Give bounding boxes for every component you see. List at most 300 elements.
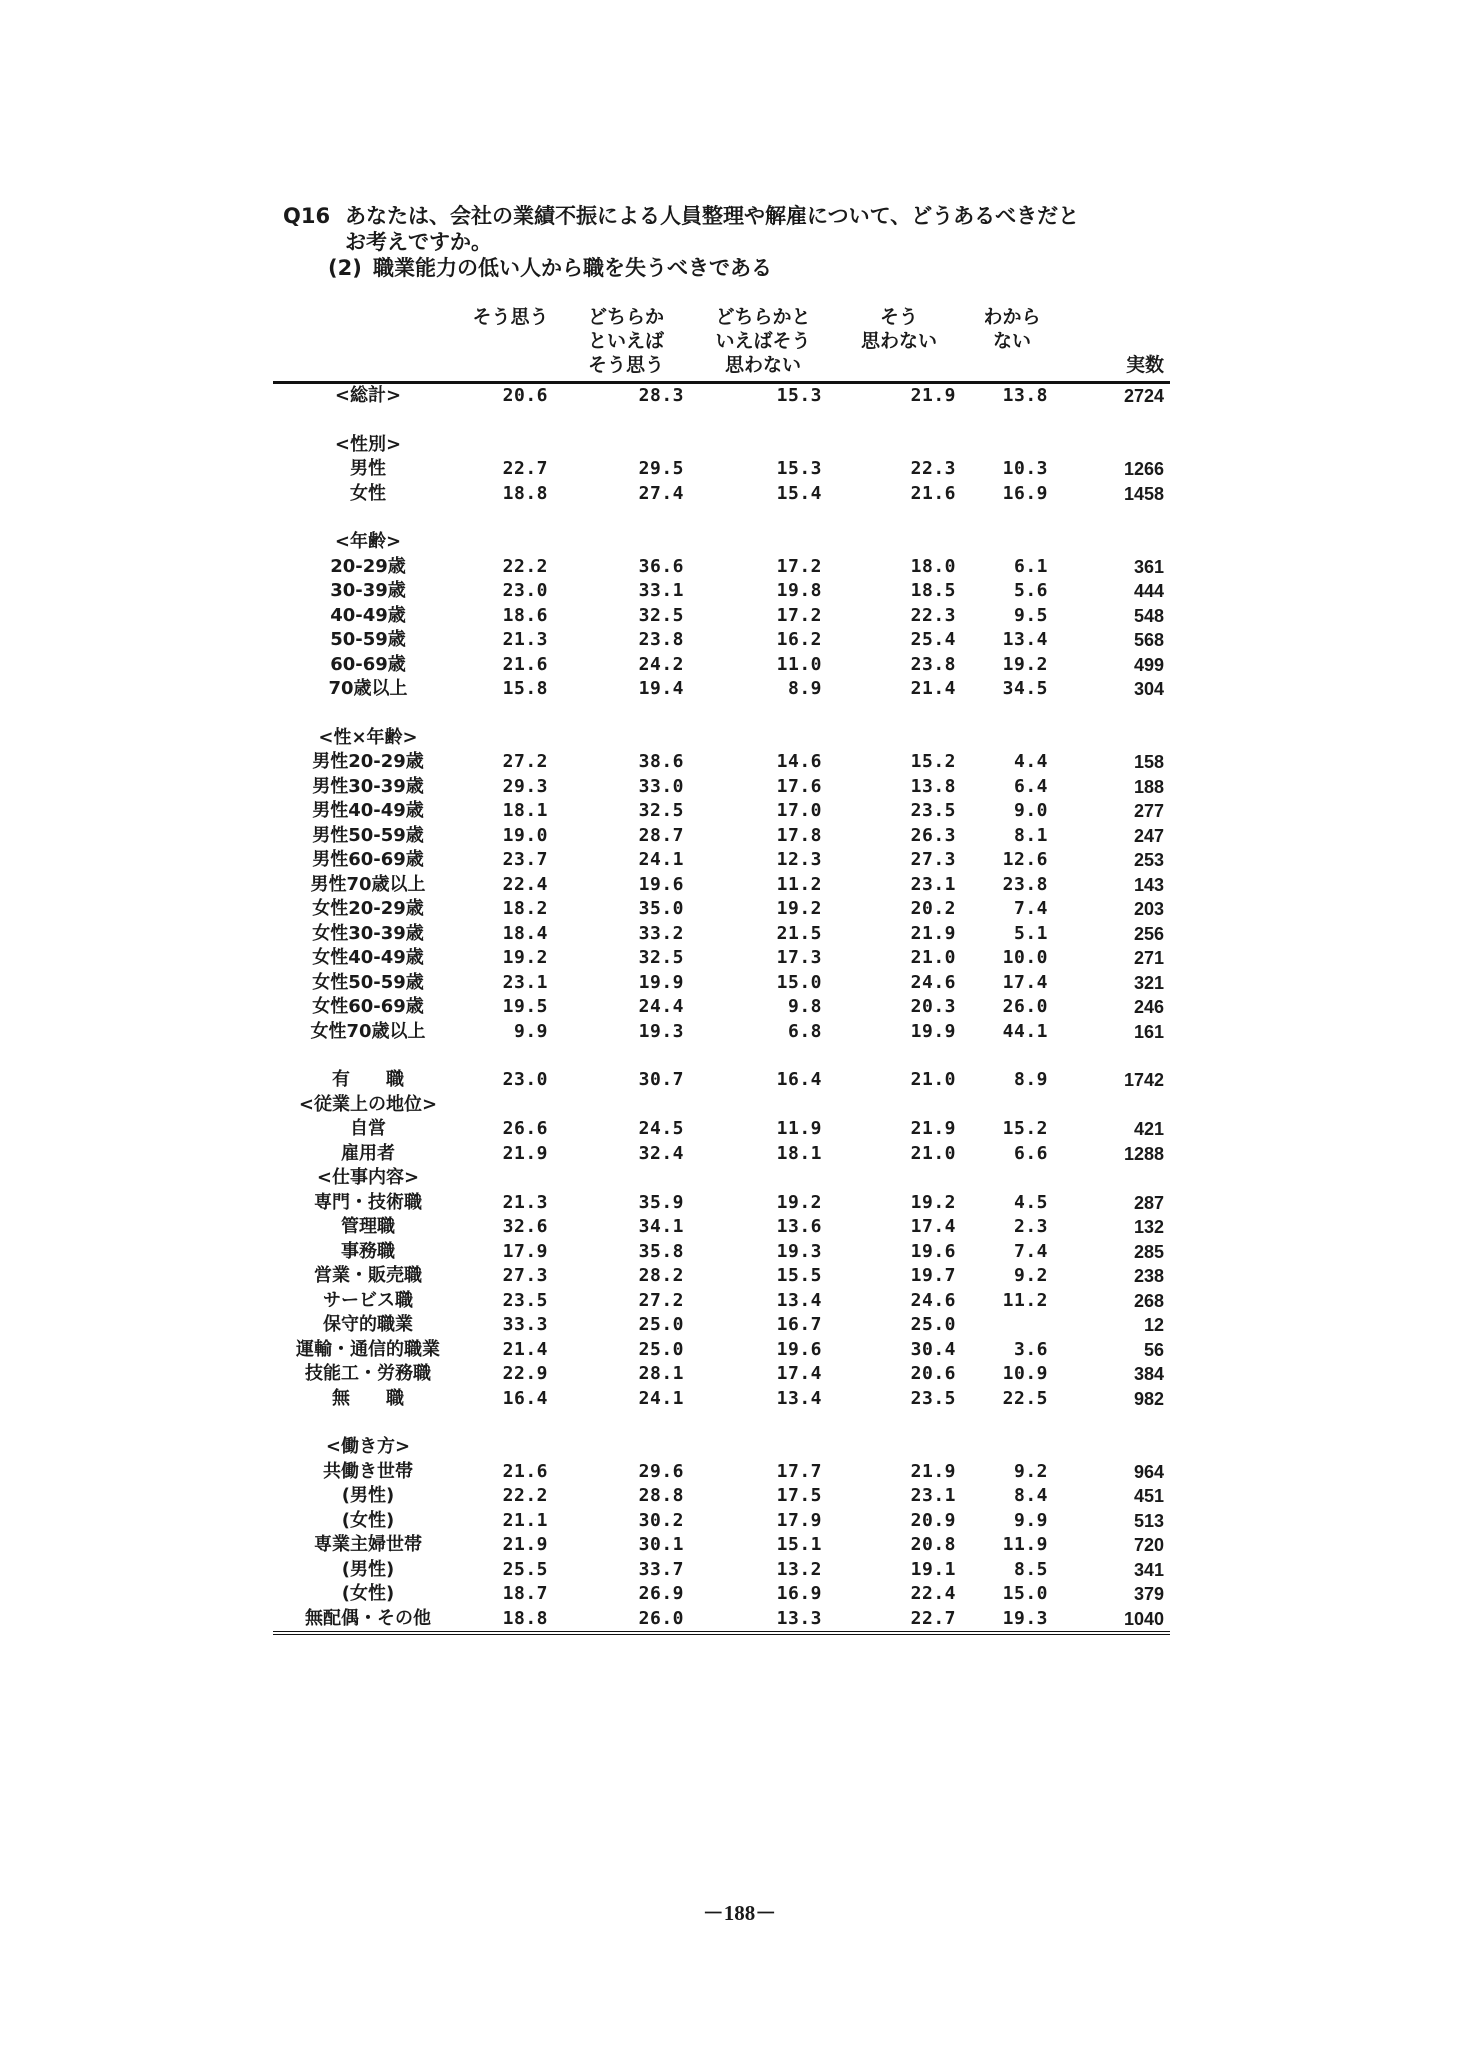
value-cell: 18.1 (502, 800, 548, 821)
table-row (273, 848, 1170, 873)
count-cell: 285 (1133, 1241, 1164, 1262)
table-row (273, 1289, 1170, 1314)
value-cell: 9.0 (1013, 800, 1048, 821)
value-cell: 19.3 (776, 1240, 822, 1262)
value-cell: 26.9 (638, 1583, 684, 1604)
value-cell: 23.0 (502, 1069, 548, 1090)
value-cell: 19.2 (910, 1191, 956, 1213)
count-cell: 1040 (1058, 1607, 1170, 1634)
value-cell: 28.8 (638, 1485, 684, 1506)
value-cell: 15.2 (1002, 1118, 1048, 1139)
value-cell: 22.4 (910, 1583, 956, 1604)
value-cell: 25.4 (910, 629, 956, 650)
value-cell: 22.7 (502, 458, 548, 479)
count-cell: 238 (1133, 1266, 1164, 1286)
value-cell: 33.7 (638, 1558, 684, 1580)
value-cell: 28.2 (638, 1265, 684, 1286)
value-cell: 12.6 (1002, 849, 1048, 870)
value-cell: 20.2 (910, 898, 956, 919)
value-cell: 13.8 (1002, 385, 1048, 406)
value-cell: 34.1 (638, 1216, 684, 1237)
value-cell: 15.4 (776, 482, 822, 504)
value-cell: 19.6 (776, 1338, 822, 1360)
value-cell: 23.8 (910, 653, 956, 675)
value-cell: 20.8 (910, 1534, 956, 1555)
row-label: 20-29歳 (330, 555, 406, 577)
table-row (273, 946, 1170, 971)
value-cell: 32.5 (638, 800, 684, 821)
value-cell: 24.6 (910, 1289, 956, 1311)
question-number: Q16 (283, 204, 331, 228)
spacer-row (273, 702, 1170, 726)
row-label: 女性40-49歳 (312, 947, 424, 968)
spacer-row (273, 506, 1170, 530)
count-cell: 268 (1133, 1290, 1164, 1311)
value-cell: 25.0 (638, 1314, 684, 1335)
value-cell: 8.9 (1013, 1069, 1048, 1090)
value-cell: 20.9 (910, 1509, 956, 1531)
value-cell (694, 530, 832, 555)
value-cell (832, 726, 966, 751)
count-cell: 1288 (1123, 1143, 1164, 1164)
value-cell (694, 726, 832, 751)
value-cell (832, 1435, 966, 1460)
value-cell: 21.3 (502, 1191, 548, 1213)
value-cell: 18.6 (502, 604, 548, 626)
value-cell: 19.6 (638, 873, 684, 895)
question-text-line2: お考えですか。 (345, 230, 492, 254)
value-cell: 19.0 (502, 824, 548, 846)
row-label: 技能工・労務職 (305, 1363, 431, 1384)
header-dont-know-l1: わから (983, 306, 1041, 328)
value-cell: 30.2 (638, 1509, 684, 1531)
table-row (273, 1117, 1170, 1142)
table-row (273, 995, 1170, 1020)
row-label: 女性50-59歳 (312, 971, 424, 993)
value-cell (558, 1166, 694, 1191)
row-label: 女性20-29歳 (312, 898, 424, 919)
value-cell: 18.7 (502, 1583, 548, 1604)
value-cell: 11.0 (776, 653, 822, 675)
value-cell: 28.3 (638, 385, 684, 406)
table-row (273, 1313, 1170, 1338)
value-cell: 17.8 (776, 824, 822, 846)
value-cell (966, 1093, 1058, 1118)
value-cell: 22.4 (502, 873, 548, 895)
value-cell: 17.9 (502, 1240, 548, 1262)
value-cell: 25.0 (910, 1314, 956, 1335)
value-cell: 33.1 (638, 580, 684, 601)
spacer-row (273, 1044, 1170, 1068)
value-cell: 8.5 (1013, 1558, 1048, 1580)
value-cell: 22.7 (832, 1607, 966, 1634)
results-table (273, 305, 1170, 1635)
count-cell: 247 (1133, 825, 1164, 846)
sub-question-text: 職業能力の低い人から職を失うべきである (373, 256, 772, 280)
value-cell: 23.1 (910, 873, 956, 895)
value-cell: 35.8 (638, 1240, 684, 1262)
count-cell: 304 (1133, 679, 1164, 699)
value-cell: 22.3 (910, 458, 956, 479)
question-block (283, 203, 1183, 281)
value-cell: 15.3 (776, 458, 822, 479)
value-cell: 23.5 (910, 1387, 956, 1409)
count-cell: 188 (1133, 776, 1164, 797)
table-row (273, 1215, 1170, 1240)
row-label: 女性60-69歳 (312, 996, 424, 1017)
value-cell: 29.6 (638, 1460, 684, 1482)
count-cell: 513 (1133, 1510, 1164, 1531)
table-row (273, 579, 1170, 604)
count-cell (1058, 433, 1170, 458)
value-cell: 13.3 (694, 1607, 832, 1634)
value-cell: 17.2 (776, 555, 822, 577)
value-cell: 19.1 (910, 1558, 956, 1580)
spacer-cell (273, 1044, 1170, 1068)
value-cell: 18.1 (776, 1142, 822, 1164)
row-label: (女性) (341, 1509, 395, 1531)
value-cell: 2.3 (1013, 1216, 1048, 1237)
value-cell: 32.5 (638, 604, 684, 626)
value-cell: 17.3 (776, 947, 822, 968)
row-label: 共働き世帯 (323, 1460, 413, 1482)
value-cell: 18.8 (463, 1607, 558, 1634)
header-count (1058, 305, 1170, 383)
sub-question-line (283, 255, 1183, 281)
value-cell: 7.4 (1013, 1240, 1048, 1262)
count-cell: 161 (1133, 1021, 1164, 1042)
value-cell (832, 1093, 966, 1118)
value-cell (832, 1166, 966, 1191)
spacer-cell (273, 409, 1170, 433)
value-cell: 32.5 (638, 947, 684, 968)
table-row (273, 1068, 1170, 1093)
row-label: 女性 (350, 482, 386, 504)
header-somewhat-disagree (694, 305, 832, 383)
value-cell: 15.0 (1002, 1583, 1048, 1604)
value-cell: 32.4 (638, 1142, 684, 1164)
count-cell: 720 (1133, 1535, 1164, 1555)
question-line-1 (283, 203, 1183, 229)
count-cell: 548 (1133, 605, 1164, 626)
value-cell: 14.6 (776, 751, 822, 772)
value-cell (558, 530, 694, 555)
value-cell: 17.9 (776, 1509, 822, 1531)
table-row (273, 873, 1170, 898)
count-cell: 568 (1133, 630, 1164, 650)
count-cell (1058, 1435, 1170, 1460)
value-cell: 17.7 (776, 1460, 822, 1482)
count-cell: 499 (1133, 654, 1164, 675)
count-cell: 341 (1133, 1559, 1164, 1580)
table-row (273, 457, 1170, 482)
page-number: －188－ (702, 1901, 777, 1925)
value-cell: 21.3 (502, 629, 548, 650)
value-cell: 36.6 (638, 555, 684, 577)
value-cell: 21.6 (502, 1460, 548, 1482)
row-label: 保守的職業 (323, 1314, 413, 1335)
value-cell: 9.9 (513, 1020, 548, 1042)
table-row (273, 1020, 1170, 1045)
table-row (273, 482, 1170, 507)
count-cell: 253 (1133, 850, 1164, 870)
value-cell: 22.2 (502, 555, 548, 577)
table-row (273, 628, 1170, 653)
value-cell: 23.7 (502, 849, 548, 870)
table-row (273, 555, 1170, 580)
value-cell: 6.4 (1013, 775, 1048, 797)
table-row (273, 922, 1170, 947)
value-cell (463, 1166, 558, 1191)
count-cell: 321 (1133, 972, 1164, 993)
value-cell: 18.8 (502, 482, 548, 504)
value-cell: 15.2 (910, 751, 956, 772)
count-cell: 451 (1133, 1486, 1164, 1506)
count-cell: 964 (1133, 1461, 1164, 1482)
group-heading: <性別> (334, 433, 402, 455)
count-cell: 1742 (1123, 1070, 1164, 1090)
value-cell: 17.4 (1002, 971, 1048, 993)
value-cell: 4.5 (1013, 1191, 1048, 1213)
spacer-row (273, 409, 1170, 433)
row-label: 自営 (350, 1118, 386, 1139)
value-cell: 33.2 (638, 922, 684, 944)
value-cell: 21.4 (910, 678, 956, 699)
value-cell: 24.4 (638, 996, 684, 1017)
value-cell: 21.0 (910, 1142, 956, 1164)
row-label: 男性20-29歳 (312, 751, 424, 772)
header-somewhat-agree-l1: どちらか (587, 306, 664, 328)
row-label: 30-39歳 (330, 580, 406, 601)
value-cell: 23.8 (1002, 873, 1048, 895)
value-cell: 24.1 (638, 849, 684, 870)
value-cell: 21.4 (502, 1338, 548, 1360)
table-row (273, 604, 1170, 629)
value-cell: 35.0 (638, 898, 684, 919)
row-label: 専門・技術職 (314, 1191, 422, 1213)
question-line-2 (283, 229, 1183, 255)
value-cell: 25.5 (502, 1558, 548, 1580)
table-row (273, 1387, 1170, 1412)
value-cell: 16.4 (776, 1069, 822, 1090)
header-disagree (832, 305, 966, 383)
value-cell: 19.2 (1002, 653, 1048, 675)
value-cell: 29.5 (638, 458, 684, 479)
value-cell: 24.6 (910, 971, 956, 993)
value-cell: 8.4 (1013, 1485, 1048, 1506)
group-heading: <性×年齢> (318, 726, 418, 748)
value-cell: 26.0 (1002, 996, 1048, 1017)
header-disagree-l2: 思わない (860, 330, 937, 352)
value-cell: 19.2 (776, 898, 822, 919)
header-somewhat-agree-l3: そう思う (587, 354, 664, 376)
row-label: 40-49歳 (330, 604, 406, 626)
count-cell: 379 (1133, 1584, 1164, 1604)
value-cell: 27.2 (638, 1289, 684, 1311)
count-cell: 143 (1133, 874, 1164, 895)
value-cell: 18.0 (910, 555, 956, 577)
row-label: サービス職 (323, 1289, 413, 1311)
table-row (273, 1460, 1170, 1485)
spacer-cell (273, 702, 1170, 726)
header-agree-text: そう思う (472, 306, 549, 328)
header-somewhat-disagree-l1: どちらかと (715, 306, 811, 328)
value-cell: 27.4 (638, 482, 684, 504)
table-body (273, 383, 1170, 1634)
count-cell: 1266 (1123, 459, 1164, 479)
group-heading: <年齢> (334, 531, 402, 552)
value-cell: 15.5 (776, 1265, 822, 1286)
value-cell: 26.3 (910, 824, 956, 846)
row-label: (女性) (341, 1583, 395, 1604)
value-cell: 19.2 (502, 947, 548, 968)
group-heading-row (273, 726, 1170, 751)
table-row (273, 1558, 1170, 1583)
count-cell: 982 (1133, 1388, 1164, 1409)
value-cell: 15.1 (776, 1534, 822, 1555)
value-cell: 9.9 (1013, 1509, 1048, 1531)
value-cell: 19.9 (638, 971, 684, 993)
value-cell (558, 1093, 694, 1118)
value-cell (966, 1166, 1058, 1191)
value-cell: 19.4 (638, 678, 684, 699)
value-cell: 11.2 (776, 873, 822, 895)
value-cell: 10.9 (1002, 1363, 1048, 1384)
value-cell (832, 433, 966, 458)
value-cell: 28.7 (638, 824, 684, 846)
table-row (273, 1533, 1170, 1558)
value-cell: 22.5 (1002, 1387, 1048, 1409)
value-cell: 9.2 (1013, 1460, 1048, 1482)
value-cell: 20.6 (502, 385, 548, 406)
value-cell (694, 1166, 832, 1191)
value-cell: 21.6 (910, 482, 956, 504)
count-cell: 1458 (1123, 483, 1164, 504)
header-agree (463, 305, 558, 383)
count-cell: 277 (1133, 801, 1164, 821)
value-cell: 38.6 (638, 751, 684, 772)
value-cell: 8.1 (1013, 824, 1048, 846)
group-heading-row (273, 1093, 1170, 1118)
row-label: 70歳以上 (328, 678, 408, 699)
value-cell: 32.6 (502, 1216, 548, 1237)
count-cell: 361 (1133, 556, 1164, 577)
value-cell (966, 1435, 1058, 1460)
group-heading: <従業上の地位> (298, 1093, 438, 1115)
spacer-cell (273, 506, 1170, 530)
value-cell (694, 1093, 832, 1118)
row-label: 女性30-39歳 (312, 922, 424, 944)
table-row (273, 750, 1170, 775)
count-cell (1058, 1166, 1170, 1191)
value-cell: 30.7 (638, 1069, 684, 1090)
value-cell: 13.8 (910, 775, 956, 797)
value-cell: 25.0 (638, 1338, 684, 1360)
value-cell: 22.9 (502, 1363, 548, 1384)
value-cell: 21.9 (910, 922, 956, 944)
value-cell: 21.0 (910, 947, 956, 968)
row-label: 50-59歳 (330, 629, 406, 650)
value-cell: 21.5 (776, 922, 822, 944)
value-cell: 18.2 (502, 898, 548, 919)
row-label: 雇用者 (341, 1142, 395, 1164)
table-row (273, 897, 1170, 922)
row-label: 男性40-49歳 (312, 800, 424, 821)
value-cell: 19.7 (910, 1265, 956, 1286)
table-row (273, 1484, 1170, 1509)
value-cell: 19.3 (638, 1020, 684, 1042)
value-cell: 15.3 (776, 385, 822, 406)
value-cell: 23.1 (502, 971, 548, 993)
header-disagree-l1: そう (879, 306, 918, 328)
count-cell: 2724 (1123, 386, 1164, 406)
row-label: 男性60-69歳 (312, 849, 424, 870)
value-cell: 23.5 (910, 800, 956, 821)
value-cell: 21.9 (502, 1534, 548, 1555)
table-row (273, 383, 1170, 409)
value-cell (463, 726, 558, 751)
value-cell: 22.2 (502, 1485, 548, 1506)
value-cell: 11.2 (1002, 1289, 1048, 1311)
count-cell: 384 (1133, 1364, 1164, 1384)
value-cell (463, 433, 558, 458)
header-count-text: 実数 (1125, 354, 1164, 376)
value-cell: 17.0 (776, 800, 822, 821)
value-cell (966, 530, 1058, 555)
count-cell (1058, 726, 1170, 751)
value-cell: 21.0 (910, 1069, 956, 1090)
value-cell: 21.9 (910, 385, 956, 406)
value-cell: 33.3 (502, 1314, 548, 1335)
value-cell: 16.9 (776, 1583, 822, 1604)
value-cell: 9.2 (1013, 1265, 1048, 1286)
value-cell: 13.4 (1002, 629, 1048, 650)
table-row (273, 799, 1170, 824)
group-heading-row (273, 1435, 1170, 1460)
value-cell: 8.9 (787, 678, 822, 699)
value-cell: 24.1 (638, 1387, 684, 1409)
row-label: 60-69歳 (330, 653, 406, 675)
header-dont-know-l2: ない (992, 330, 1031, 352)
group-heading: <働き方> (325, 1436, 411, 1457)
value-cell: 13.2 (776, 1558, 822, 1580)
table-row (273, 1338, 1170, 1363)
value-cell: 16.2 (776, 629, 822, 650)
value-cell (558, 1435, 694, 1460)
value-cell: 19.8 (776, 580, 822, 601)
value-cell: 26.0 (558, 1607, 694, 1634)
value-cell: 27.2 (502, 751, 548, 772)
value-cell: 19.5 (502, 996, 548, 1017)
value-cell: 5.1 (1013, 922, 1048, 944)
question-text-line1: あなたは、会社の業績不振による人員整理や解雇について、どうあるべきだと (345, 204, 1080, 228)
value-cell: 23.0 (502, 580, 548, 601)
table-row (273, 677, 1170, 702)
value-cell: 27.3 (910, 849, 956, 870)
value-cell: 21.1 (502, 1509, 548, 1531)
value-cell: 19.6 (910, 1240, 956, 1262)
row-label: 運輸・通信的職業 (296, 1338, 440, 1360)
value-cell: 3.6 (1013, 1338, 1048, 1360)
value-cell: 21.6 (502, 653, 548, 675)
count-cell: 246 (1133, 997, 1164, 1017)
value-cell: 6.8 (787, 1020, 822, 1042)
value-cell: 17.2 (776, 604, 822, 626)
row-label: (男性) (341, 1485, 395, 1506)
value-cell: 17.5 (776, 1485, 822, 1506)
count-cell: 256 (1133, 923, 1164, 944)
row-label: <総計> (334, 385, 402, 406)
